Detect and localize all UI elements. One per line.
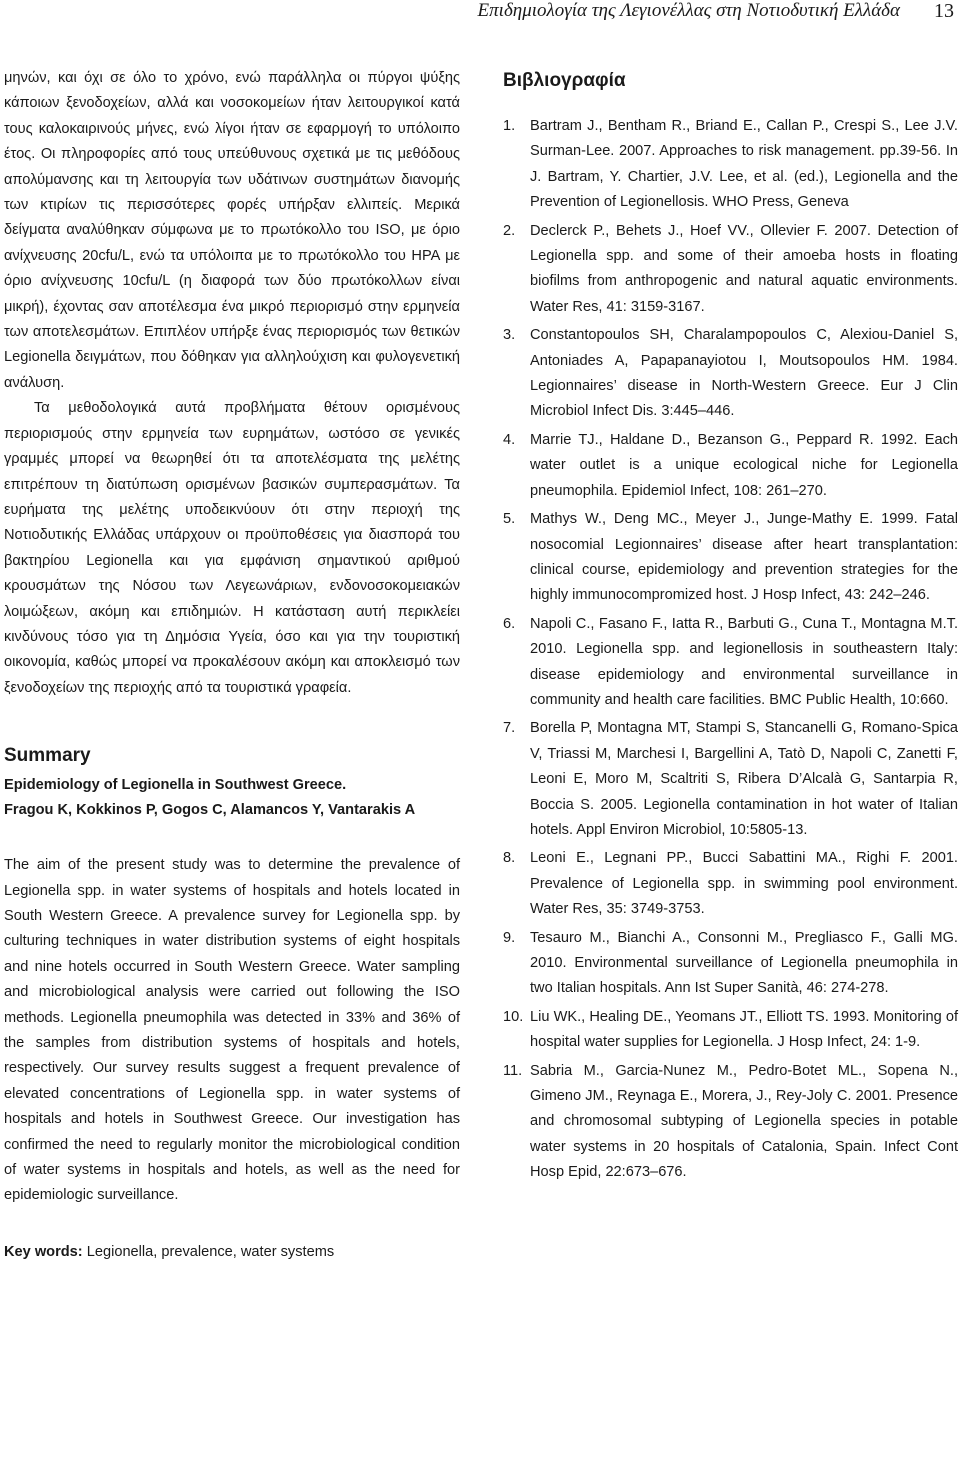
reference-number: 10. — [503, 1008, 524, 1025]
reference-item — [503, 1059, 958, 1186]
right-column — [503, 66, 958, 1189]
keywords-label: Key words: — [4, 1243, 83, 1260]
reference-text: Marrie TJ., Haldane D., Bezanson G., Peppard R. 1992. Each water outlet is a unique ecological niche for Legionella pneumophila. Epidemiol Infect, 108: 261–270. — [530, 431, 958, 499]
page-number: 13 — [934, 0, 954, 22]
greek-body — [4, 66, 460, 701]
reference-number: 5. — [503, 511, 516, 528]
reference-text: Borella P, Montagna MT, Stampi S, Stancanelli G, Romano-Spica V, Triassi M, Marchesi I, Bargellini A, Tatò D, Napoli C, Zanetti F, Leoni E, Moro M, Scaltriti S, Ribera D’Alcalà G, Santarpia R, Boccia S. 2005. Legionella contamination in hot water of Italian hotels. Appl Environ Microbiol, 10:5805-13. — [530, 720, 958, 838]
reference-item — [503, 428, 958, 504]
reference-number: 2. — [503, 222, 516, 239]
body-paragraph-1: μηνών, και όχι σε όλο το χρόνο, ενώ παράλληλα οι πύργοι ψύξης κάποιων ξενοδοχείων, αλλά και νοσοκομείων ήταν λειτουργικοί κατά τους καλοκαιρινούς μήνες, ενώ λίγοι ήταν σε εφαρμογή το υπόλοιπο έτος. Οι πληροφορίες από τους υπεύθυνους σχετικά με τις μεθόδους απολύμανσης και τη λειτουργία των υδάτινων συστημάτων διανομής των κτιρίων τις περισσότερες φορές υπήρξαν ελλιπείς. Μερικά δείγματα αναλύθηκαν σύμφωνα με το πρωτόκολλο του ISO, με όριο ανίχνευσης 20cfu/L, ενώ τα υπόλοιπα με το πρωτόκολλο του HPA με όριο ανίχνευσης 10cfu/L (η διαφορά των δύο πρωτόκολλων είναι μικρή), έχοντας σαν αποτέλεσμα ένα μικρό περιορισμό στην ερμηνεία των αποτελεσμάτων. Επιπλέον υπήρξε ένας περιορισμός των θετικών Legionella δειγμάτων, που δόθηκαν για αλληλούχιση και φυλογενετική ανάλυση. — [4, 70, 460, 391]
left-column — [4, 66, 460, 1265]
reference-text: Declerck P., Behets J., Hoef VV., Ollevier F. 2007. Detection of Legionella spp. and some of their amoeba hosts in floating biofilms from anthropogenic and natural aquatic environments. Water Res, 41: 3159-3167. — [530, 222, 958, 315]
reference-number: 6. — [503, 615, 516, 632]
reference-number: 11. — [503, 1062, 523, 1079]
page-header — [0, 0, 960, 30]
reference-item — [503, 507, 958, 609]
summary-title: Epidemiology of Legionella in Southwest Greece. — [4, 777, 347, 794]
abstract: The aim of the present study was to determine the prevalence of Legionella spp. in water systems of hospitals and hotels located in South Western Greece. A prevalence survey for Legionella spp. by culturing techniques in water distribution systems of eight hospitals and nine hotels occurred in South Western Greece. Water sampling and microbiological analysis were carried out following the ISO methods. Legionella pneumophila was detected in 33% and 36% of the samples from distribution systems of hospitals and hotels, respectively. Our survey results suggest a frequent prevalence of elevated concentrations of Legionella spp. in water systems of hospitals and hotels in Southwest Greece. Our investigation has confirmed the need to regularly monitor the microbiological condition of water systems in hospitals and hotels, as well as the need for epidemiologic surveillance. — [4, 857, 460, 1204]
reference-number: 7. — [503, 720, 516, 737]
reference-item — [503, 716, 958, 843]
body-paragraph-2: Τα μεθοδολογικά αυτά προβλήματα θέτουν ορισμένους περιορισμούς στην ερμηνεία των ευρημάτων, ωστόσο σε γενικές γραμμές μπορεί να θεωρηθεί ότι τα αποτελέσματα της μελέτης επιτρέπουν τη διατύπωση ορισμένων βασικών συμπερασμάτων. Τα ευρήματα της μελέτης υποδεικνύουν ότι στην περιοχή της Νοτιοδυτικής Ελλάδας υπάρχουν οι προϋποθέσεις για διασπορά του βακτηρίου Legionella και για εμφάνιση σημαντικού αριθμού κρουσμάτων της Νόσου των Λεγεωνάριων, ενδονοσοκομειακών λοιμώξεων, ακόμη και επιδημιών. Η κατάσταση αυτή περικλείει κινδύνους τόσο για τη Δημόσια Υγεία, όσο και για την τουριστική οικονομία, καθώς μπορεί να προκαλέσουν ακόμη και αποκλεισμό των ξενοδοχείων της περιοχής από τα τουριστικά γραφεία. — [4, 400, 460, 696]
reference-item — [503, 846, 958, 922]
reference-text: Leoni E., Legnani PP., Bucci Sabattini MA., Righi F. 2001. Prevalence of Legionella spp. in swimming pool environment. Water Res, 35: 3749-3753. — [530, 850, 958, 918]
reference-text: Liu WK., Healing DE., Yeomans JT., Elliott TS. 1993. Monitoring of hospital water supplies for Legionella. J Hosp Infect, 24: 1-9. — [530, 1008, 958, 1051]
reference-text: Mathys W., Deng MC., Meyer J., Junge-Mathy E. 1999. Fatal nosocomial Legionnaires’ disease after heart transplantation: clinical course, epidemiology and prevention strategies for the highly immunocompromized host. J Hosp Infect, 43: 242–246. — [530, 511, 958, 604]
reference-number: 9. — [503, 929, 516, 946]
running-title: Επιδημιολογία της Λεγιονέλλας στη Νοτιοδυτική Ελλάδα — [477, 0, 900, 21]
summary-authors: Fragou K, Kokkinos P, Gogos C, Alamancos Y, Vantarakis A — [4, 802, 416, 819]
reference-number: 4. — [503, 431, 516, 448]
reference-item — [503, 612, 958, 714]
reference-item — [503, 926, 958, 1002]
reference-text: Bartram J., Bentham R., Briand E., Callan P., Crespi S., Lee J.V. Surman-Lee. 2007. Approaches to risk management. pp.39-56. In J. Bartram, Y. Chartier, J.V. Lee, et al. (ed.), Legionella and the Prevention of Legionellosis. WHO Press, Geneva — [530, 118, 958, 211]
reference-list — [503, 114, 958, 1186]
reference-item — [503, 219, 958, 321]
bibliography-heading: Βιβλιογραφία — [503, 70, 626, 91]
reference-text: Constantopoulos SH, Charalampopoulos C, Alexiou-Daniel S, Antoniades A, Papapanayiotou I, Moutsopoulos HM. 1984. Legionnaires’ disease in North-Western Greece. Eur J Clin Microbiol Infect Dis. 3:445–446. — [530, 327, 958, 420]
reference-number: 8. — [503, 850, 516, 867]
reference-number: 3. — [503, 327, 516, 344]
reference-text: Napoli C., Fasano F., Iatta R., Barbuti G., Cuna T., Montagna M.T. 2010. Legionella spp. and legionellosis in southeastern Italy: disease epidemiology and environmental surveillance in community and health care facilities. BMC Public Health, 10:660. — [530, 615, 958, 708]
reference-item — [503, 114, 958, 216]
reference-text: Sabria M., Garcia-Nunez M., Pedro-Botet ML., Sopena N., Gimeno JM., Reynaga E., Morera, J., Rey-Joly C. 2001. Presence and chromosomal subtyping of Legionella species in potable water systems in 20 hospitals of Catalonia, Spain. Infect Cont Hosp Epid, 22:673–676. — [530, 1062, 958, 1181]
reference-item — [503, 323, 958, 425]
keywords-list: Legionella, prevalence, water systems — [86, 1243, 335, 1260]
keywords — [4, 1240, 460, 1265]
reference-item — [503, 1005, 958, 1056]
summary-heading: Summary — [4, 745, 91, 767]
reference-text: Tesauro M., Bianchi A., Consonni M., Pregliasco F., Galli MG. 2010. Environmental surveillance of Legionella pneumophila in two Italian hospitals. Ann Ist Super Sanità, 46: 274-278. — [530, 929, 958, 997]
reference-number: 1. — [503, 118, 516, 134]
